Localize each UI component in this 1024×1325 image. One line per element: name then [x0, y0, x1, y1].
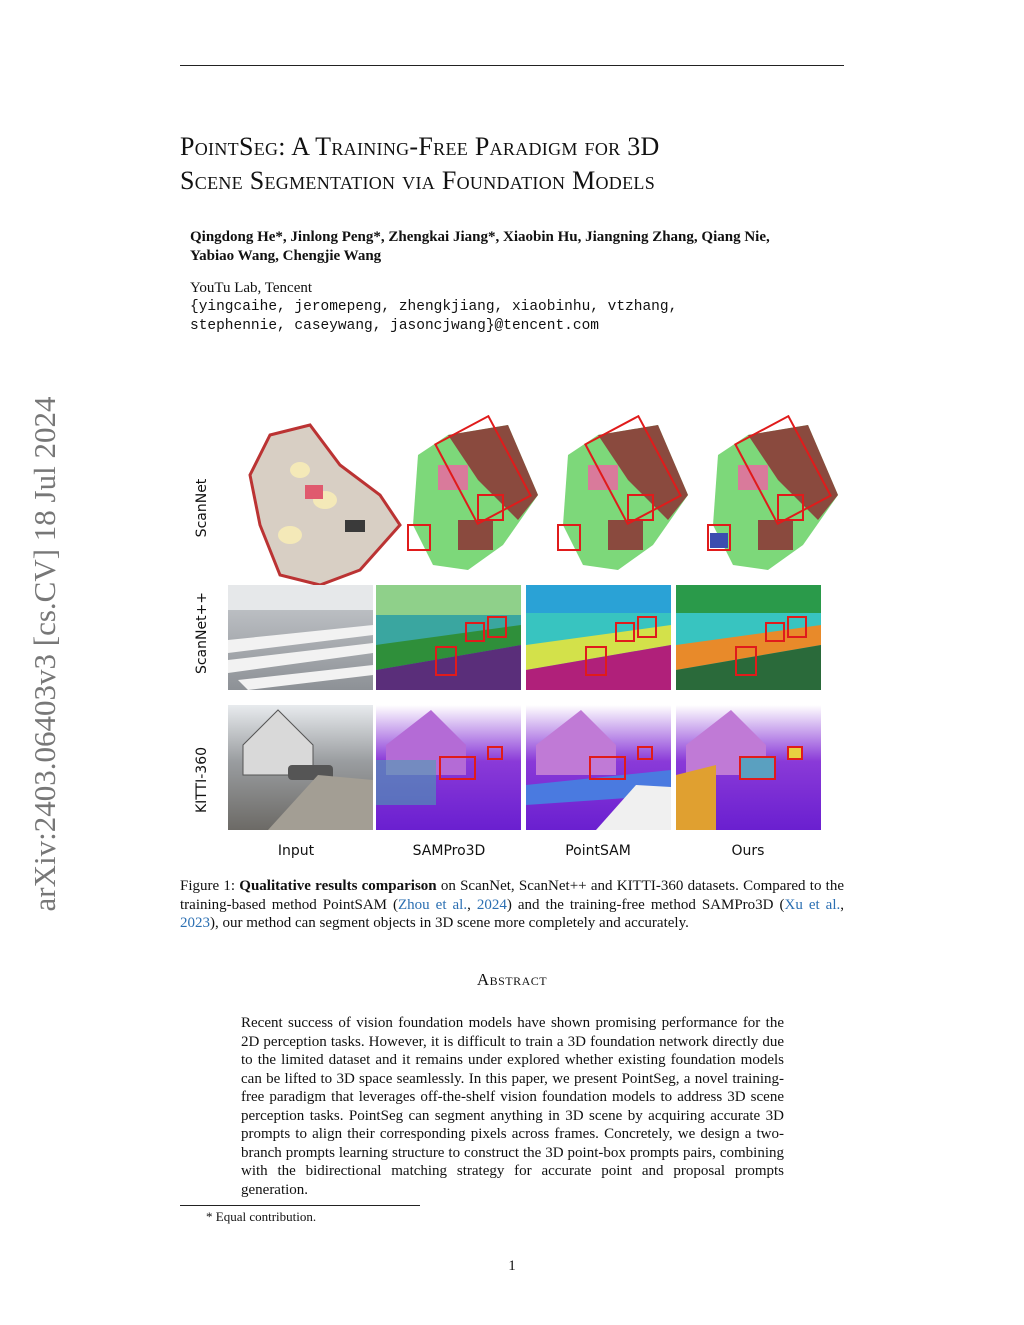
- figure-caption: [180, 877, 844, 933]
- caption-text-2: ) and the training-free method SAMPro3D (: [506, 896, 785, 913]
- title-line-2: Scene Segmentation via Foundation Models: [180, 166, 656, 195]
- footnote-rule: [180, 1205, 420, 1206]
- scannet-input: [250, 425, 400, 585]
- figure-1-grid: [180, 415, 840, 835]
- kitti-input: [228, 705, 373, 830]
- col-label-pointsam: PointSAM: [565, 843, 631, 859]
- row-label-scannet: ScanNet: [194, 478, 210, 538]
- cite2-year: 2023: [180, 915, 210, 931]
- emails-line-2: stephennie, caseywang, jasoncjwang}@tencent.com: [190, 318, 599, 334]
- page-number: 1: [508, 1258, 516, 1274]
- cite2-sep: ,: [840, 896, 845, 913]
- authors-line-1: Qingdong He*, Jinlong Peng*, Zhengkai Jiang*, Xiaobin Hu, Jiangning Zhang, Qiang Nie,: [190, 229, 770, 245]
- citation-xu-link[interactable]: [785, 897, 841, 913]
- paper-title: [180, 130, 860, 198]
- authors-line-2: Yabiao Wang, Chengjie Wang: [190, 248, 382, 264]
- kitti-pointsam: [526, 705, 671, 830]
- scannetpp-ours: [676, 585, 821, 690]
- col-label-sampro3d: SAMPro3D: [412, 843, 486, 859]
- scannetpp-pointsam: [526, 585, 671, 690]
- scannet-sampro3d: [408, 416, 538, 570]
- author-list: [190, 228, 850, 266]
- col-label-input: Input: [277, 843, 315, 859]
- kitti-sampro3d: [376, 705, 521, 830]
- scannet-ours: [708, 416, 838, 570]
- affiliation: YouTu Lab, Tencent: [190, 280, 313, 296]
- caption-label: Figure 1:: [180, 878, 236, 894]
- email-list: [190, 298, 840, 336]
- caption-text-1: on ScanNet, ScanNet++ and KITTI-360 datasets. Compared to the training-based method PointSAM (: [180, 878, 844, 913]
- citation-xu-year-link[interactable]: [180, 915, 210, 931]
- cite1-name: Zhou et al.: [398, 896, 468, 913]
- citation-zhou-year-link[interactable]: [477, 897, 507, 913]
- top-rule: [180, 65, 844, 66]
- title-line-1: PointSeg: A Training-Free Paradigm for 3D: [180, 132, 660, 161]
- kitti-ours: [676, 705, 821, 830]
- cite1-sep: ,: [467, 896, 477, 913]
- cite2-name: Xu et al.: [784, 896, 841, 913]
- col-label-ours: Ours: [731, 843, 765, 859]
- emails-line-1: {yingcaihe, jeromepeng, zhengkjiang, xiaobinhu, vtzhang,: [190, 299, 678, 315]
- scannetpp-sampro3d: [376, 585, 521, 690]
- scannetpp-input: [228, 585, 373, 690]
- cite1-year: 2024: [476, 896, 507, 913]
- row-label-kitti360: KITTI-360: [194, 746, 210, 814]
- caption-bold: Qualitative results comparison: [239, 878, 437, 894]
- abstract-heading: Abstract: [476, 970, 548, 989]
- scannet-pointsam: [558, 416, 688, 570]
- caption-text-3: ), our method can segment objects in 3D scene more completely and accurately.: [210, 915, 689, 931]
- arxiv-stamp: arXiv:2403.06403v3 [cs.CV] 18 Jul 2024: [27, 396, 62, 912]
- row-label-scannetpp: ScanNet++: [194, 591, 210, 675]
- footnote: * Equal contribution.: [206, 1209, 317, 1224]
- citation-zhou-link[interactable]: [398, 897, 467, 913]
- abstract-body: Recent success of vision foundation models have shown promising performance for the 2D perception tasks. However, it is difficult to train a 3D foundation network directly due to the limited dataset and it remains under explored whether existing foundation models can be lifted to 3D space seamlessly. In this paper, we present PointSeg, a novel training-free paradigm that leverages off-the-shelf vision foundation models to address 3D scene perception tasks. PointSeg can segment anything in 3D scene by acquiring accurate 3D prompts to align their corresponding pixels across frames. Concretely, we design a two-branch prompts learning structure to construct the 3D point-box prompts pairs, combining with the bidirectional matching strategy for accurate point and proposal prompts generation.: [241, 1015, 784, 1198]
